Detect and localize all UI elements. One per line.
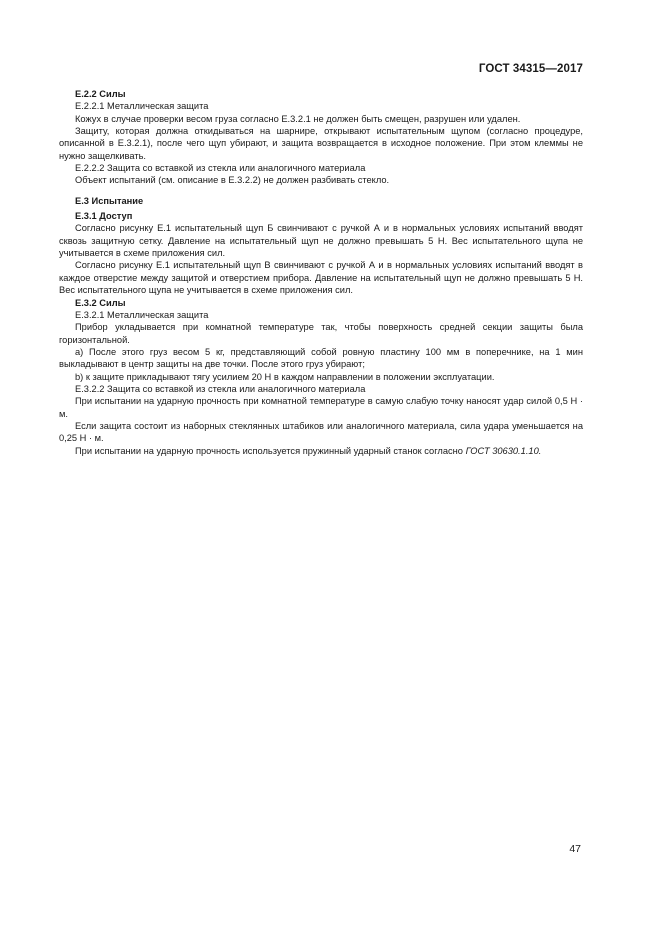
- page-content: [59, 88, 583, 457]
- paragraph: При испытании на ударную прочность при комнатной температуре в самую слабую точку наносят удар силой 0,5 Н · м.: [59, 396, 583, 419]
- list-item-a: а) После этого груз весом 5 кг, представляющий собой ровную пластину 100 мм в поперечнике, на 1 мин выкладывают в центр защиты на две точки. После этого груз убирают;: [59, 346, 583, 370]
- paragraph: Кожух в случае проверки весом груза согласно Е.3.2.1 не должен быть смещен, разрушен или удален.: [75, 113, 521, 124]
- section-heading-e32: Е.3.2 Силы: [75, 297, 126, 308]
- paragraph: Если защита состоит из наборных стеклянных штабиков или аналогичного материала, сила удара уменьшается на 0,25 Н · м.: [59, 420, 583, 444]
- page-number: 47: [569, 843, 581, 855]
- paragraph: Согласно рисунку Е.1 испытательный щуп В свинчивают с ручкой А и в нормальных условиях испытаний вводят в каждое отверстие между защитой и отверстием прибора. Давление на испытательный щуп не должно превышать 5 Н. Вес испытательного щупа не учитывается в схеме приложения сил.: [59, 260, 583, 296]
- section-heading-e22: Е.2.2 Силы: [75, 89, 126, 99]
- paragraph: Прибор укладывается при комнатной температуре так, чтобы поверхность средней секции защиты была горизонтальной.: [59, 322, 583, 345]
- paragraph: Согласно рисунку Е.1 испытательный щуп Б свинчивают с ручкой А и в нормальных условиях испытаний вводят сквозь защитную сетку. Давление на испытательный щуп не должно превышать 5 Н. Вес испытательного щупа не учитывается в схеме приложения сил.: [59, 223, 583, 259]
- subsection-title-e322: Е.3.2.2 Защита со вставкой из стекла или аналогичного материала: [75, 383, 366, 394]
- subsection-title-e222: Е.2.2.2 Защита со вставкой из стекла или аналогичного материала: [75, 163, 366, 174]
- standard-code: ГОСТ 34315—2017: [478, 63, 583, 75]
- standard-reference: ГОСТ 30630.1.10.: [465, 445, 542, 456]
- paragraph: Объект испытаний (см. описание в Е.3.2.2) не должен разбивать стекло.: [75, 175, 390, 186]
- subsection-title-e321: Е.3.2.1 Металлическая защита: [75, 309, 209, 320]
- section-heading-e31: Е.3.1 Доступ: [75, 211, 133, 222]
- section-heading-e3: Е.3 Испытание: [75, 195, 144, 206]
- paragraph-text: При испытании на ударную прочность используется пружинный ударный станок согласно: [75, 445, 466, 456]
- list-item-b: b) к защите прикладывают тягу усилием 20 Н в каждом направлении в положении эксплуатации.: [75, 371, 495, 382]
- paragraph-with-reference: [59, 445, 583, 457]
- subsection-title-e221: Е.2.2.1 Металлическая защита: [75, 101, 209, 112]
- paragraph: Защиту, которая должна откидываться на шарнире, открывают испытательным щупом (согласно процедуре, описанной в Е.3.2.1), после чего щуп убирают, и защита возвращается в исходное положение. При этом клеммы не нужно защелкивать.: [59, 126, 583, 161]
